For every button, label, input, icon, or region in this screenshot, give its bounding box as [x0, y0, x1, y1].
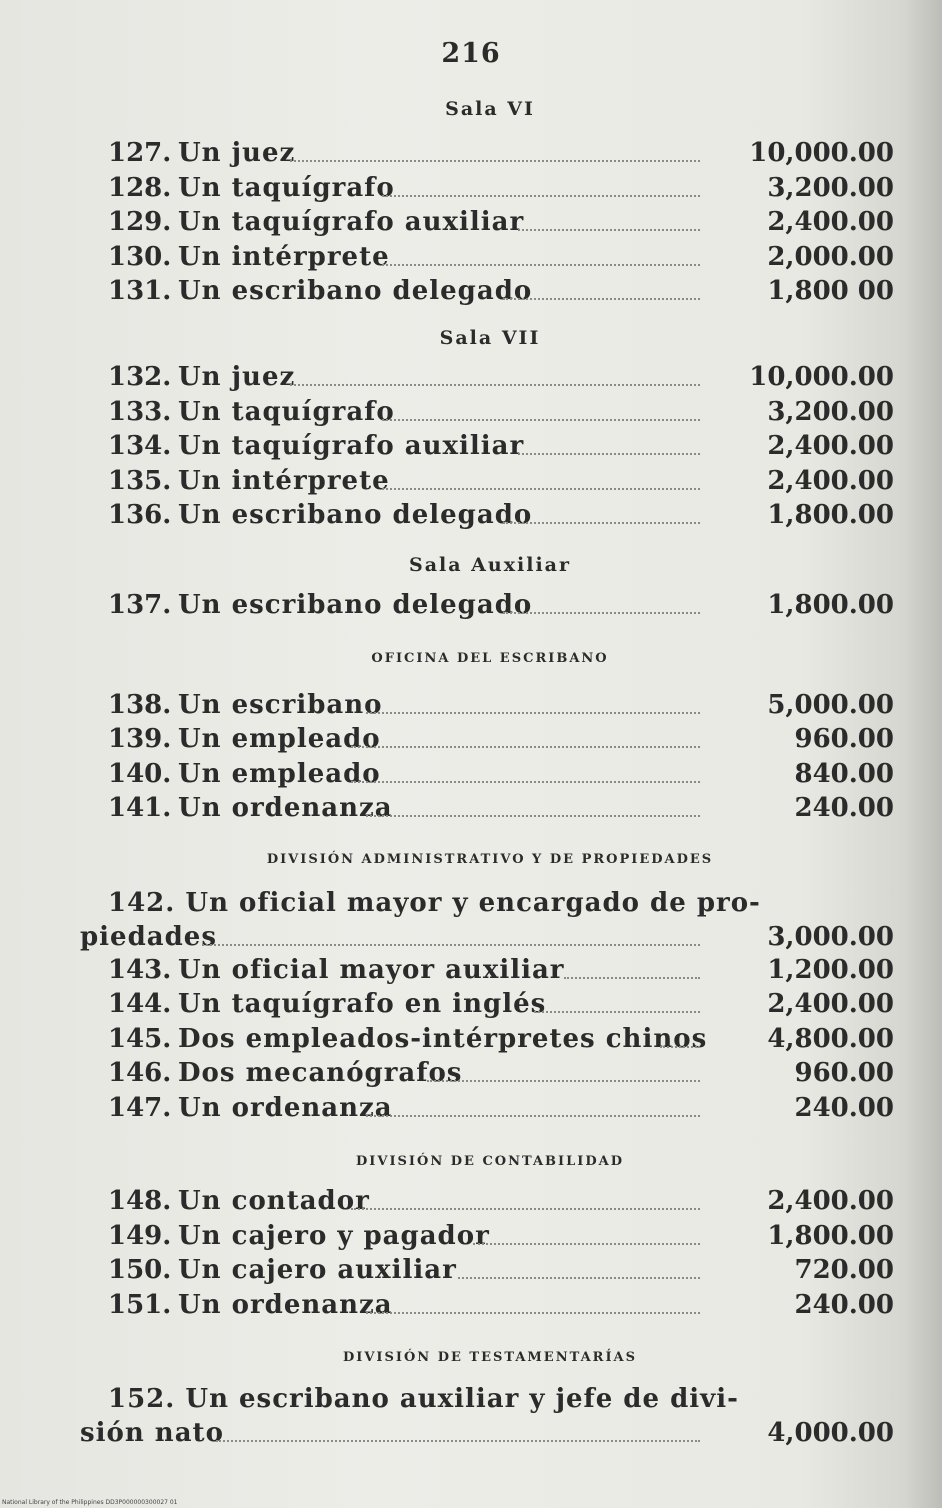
entry-label: Un taquígrafo [178, 172, 395, 203]
entry-amount: 1,800 00 [767, 276, 894, 307]
dot-leader [351, 746, 700, 748]
entry-label-continuation: sión nato [80, 1418, 224, 1448]
entry-number: 131. [108, 276, 172, 307]
entry-row [0, 1186, 942, 1220]
entry-amount: 10,000.00 [749, 138, 894, 168]
entry-number: 137. [108, 590, 172, 620]
section-heading-sala-vii: Sala VII [439, 327, 541, 349]
entry-label: Un ordenanza [178, 792, 393, 823]
entry-number: 148. [108, 1186, 172, 1216]
section-heading-division-testamentarias: DIVISIÓN DE TESTAMENTARÍAS [342, 1350, 638, 1365]
entry-row [0, 989, 942, 1023]
entry-label: Un intérprete [178, 465, 390, 496]
entry-number: 141. [108, 792, 172, 823]
section-heading-sala-auxiliar: Sala Auxiliar [408, 554, 572, 576]
dot-leader [564, 977, 700, 979]
entry-row [0, 397, 942, 431]
entry-row [0, 431, 942, 465]
entry-152-line2 [0, 1418, 942, 1452]
dot-leader [382, 195, 700, 197]
dot-leader [290, 384, 700, 386]
dot-leader [366, 815, 700, 817]
entry-label: Un taquígrafo auxiliar [178, 431, 525, 462]
entry-label: Un empleado [178, 724, 381, 755]
entry-row [0, 955, 942, 989]
section-heading-oficina-escribano: OFICINA DEL ESCRIBANO [371, 651, 609, 666]
entry-label: Un escribano [178, 690, 383, 720]
entry-label: Un juez [178, 362, 296, 392]
entry-amount: 1,200.00 [767, 955, 894, 985]
entry-amount: 3,000.00 [767, 922, 894, 952]
entry-number: 144. [108, 989, 172, 1020]
entry-amount: 4,000.00 [767, 1418, 894, 1448]
dot-leader [382, 264, 700, 266]
entry-number: 138. [108, 690, 172, 720]
entry-row [0, 590, 942, 624]
entry-label: Un juez [178, 138, 296, 168]
entry-number: 152. [108, 1384, 176, 1414]
entry-number: 130. [108, 241, 172, 272]
dot-leader [534, 1011, 700, 1013]
entry-number: 133. [108, 396, 172, 427]
entry-amount: 5,000.00 [767, 690, 894, 720]
dot-leader [503, 612, 700, 614]
entry-amount: 1,800.00 [767, 1220, 894, 1251]
dot-leader [473, 1243, 700, 1245]
dot-leader [660, 1046, 700, 1048]
entry-number: 151. [108, 1289, 172, 1320]
entry-number: 136. [108, 500, 172, 531]
entry-amount: 2,400.00 [767, 431, 894, 462]
entry-row [0, 1058, 942, 1092]
dot-leader [503, 522, 700, 524]
entry-row [0, 173, 942, 207]
entry-row [0, 1290, 942, 1324]
dot-leader [290, 160, 700, 162]
entry-142-line2 [0, 922, 942, 956]
entry-label: Un taquígrafo en inglés [178, 989, 547, 1020]
entry-row [0, 276, 942, 310]
entry-label: Un cajero auxiliar [178, 1255, 457, 1286]
entry-label: Un oficial mayor y encargado de pro- [185, 888, 761, 918]
entry-row [0, 207, 942, 241]
entry-number: 139. [108, 724, 172, 755]
entry-row [0, 1221, 942, 1255]
entry-label: Un escribano delegado [178, 590, 533, 620]
entry-label-continuation: piedades [80, 922, 217, 952]
entry-amount: 2,400.00 [767, 1186, 894, 1216]
entry-amount: 840.00 [794, 758, 894, 789]
entry-amount: 2,400.00 [767, 465, 894, 496]
entry-row [0, 466, 942, 500]
dot-leader [518, 453, 700, 455]
entry-number: 140. [108, 758, 172, 789]
entry-label: Dos empleados-intérpretes chinos [178, 1023, 708, 1054]
entry-row [0, 500, 942, 534]
entry-label: Un empleado [178, 758, 381, 789]
entry-amount: 720.00 [794, 1255, 894, 1286]
entry-label: Un cajero y pagador [178, 1220, 490, 1251]
entry-amount: 1,800.00 [767, 590, 894, 620]
entry-label: Un intérprete [178, 241, 390, 272]
dot-leader [503, 298, 700, 300]
dot-leader [366, 1312, 700, 1314]
page-number: 216 [441, 38, 501, 69]
entry-row [0, 1255, 942, 1289]
entry-amount: 3,200.00 [767, 396, 894, 427]
entry-number: 132. [108, 362, 172, 392]
entry-amount: 960.00 [794, 1058, 894, 1089]
dot-leader [366, 712, 700, 714]
scan-footer: National Library of the Philippines DD3P000000300027 01 [2, 1499, 178, 1506]
dot-leader [216, 1440, 700, 1442]
dot-leader [351, 1208, 700, 1210]
entry-label: Un ordenanza [178, 1092, 393, 1123]
entry-label: Un escribano auxiliar y jefe de divi- [185, 1384, 739, 1414]
entry-label: Un oficial mayor auxiliar [178, 955, 565, 985]
dot-leader [518, 229, 700, 231]
entry-label: Dos mecanógrafos [178, 1058, 463, 1089]
entry-amount: 2,400.00 [767, 989, 894, 1020]
entry-row [0, 242, 942, 276]
entry-number: 127. [108, 138, 172, 168]
entry-amount: 3,200.00 [767, 172, 894, 203]
entry-row [0, 362, 942, 396]
entry-row [0, 1024, 942, 1058]
dot-leader [202, 944, 700, 946]
entry-number: 150. [108, 1255, 172, 1286]
dot-leader [427, 1080, 700, 1082]
section-heading-division-contabilidad: DIVISIÓN DE CONTABILIDAD [356, 1154, 624, 1169]
entry-number: 146. [108, 1058, 172, 1089]
entry-label: Un escribano delegado [178, 276, 533, 307]
dot-leader [366, 1115, 700, 1117]
entry-number: 143. [108, 955, 172, 985]
dot-leader [351, 781, 700, 783]
entry-row [0, 690, 942, 724]
entry-amount: 240.00 [794, 792, 894, 823]
entry-number: 149. [108, 1220, 172, 1251]
entry-number: 142. [108, 888, 176, 918]
entry-amount: 240.00 [794, 1289, 894, 1320]
entry-row [0, 759, 942, 793]
entry-row [0, 724, 942, 758]
entry-number: 135. [108, 465, 172, 496]
entry-152-line1 [108, 1384, 739, 1414]
dot-leader [382, 419, 700, 421]
section-heading-division-administrativo: DIVISIÓN ADMINISTRATIVO Y DE PROPIEDADES [266, 852, 714, 867]
entry-label: Un taquígrafo auxiliar [178, 207, 525, 238]
entry-number: 129. [108, 207, 172, 238]
entry-amount: 2,000.00 [767, 241, 894, 272]
entry-number: 134. [108, 431, 172, 462]
entry-amount: 10,000.00 [749, 362, 894, 392]
entry-label: Un ordenanza [178, 1289, 393, 1320]
entry-number: 145. [108, 1023, 172, 1054]
entry-row [0, 793, 942, 827]
section-heading-sala-vi: Sala VI [445, 98, 535, 120]
entry-label: Un contador [178, 1186, 370, 1216]
dot-leader [382, 488, 700, 490]
dot-leader [458, 1277, 700, 1279]
entry-row [0, 138, 942, 172]
entry-number: 128. [108, 172, 172, 203]
entry-142-line1 [108, 888, 761, 918]
entry-amount: 960.00 [794, 724, 894, 755]
entry-amount: 4,800.00 [767, 1023, 894, 1054]
entry-amount: 240.00 [794, 1092, 894, 1123]
entry-label: Un escribano delegado [178, 500, 533, 531]
entry-amount: 2,400.00 [767, 207, 894, 238]
entry-row [0, 1093, 942, 1127]
entry-label: Un taquígrafo [178, 396, 395, 427]
entry-amount: 1,800.00 [767, 500, 894, 531]
entry-number: 147. [108, 1092, 172, 1123]
